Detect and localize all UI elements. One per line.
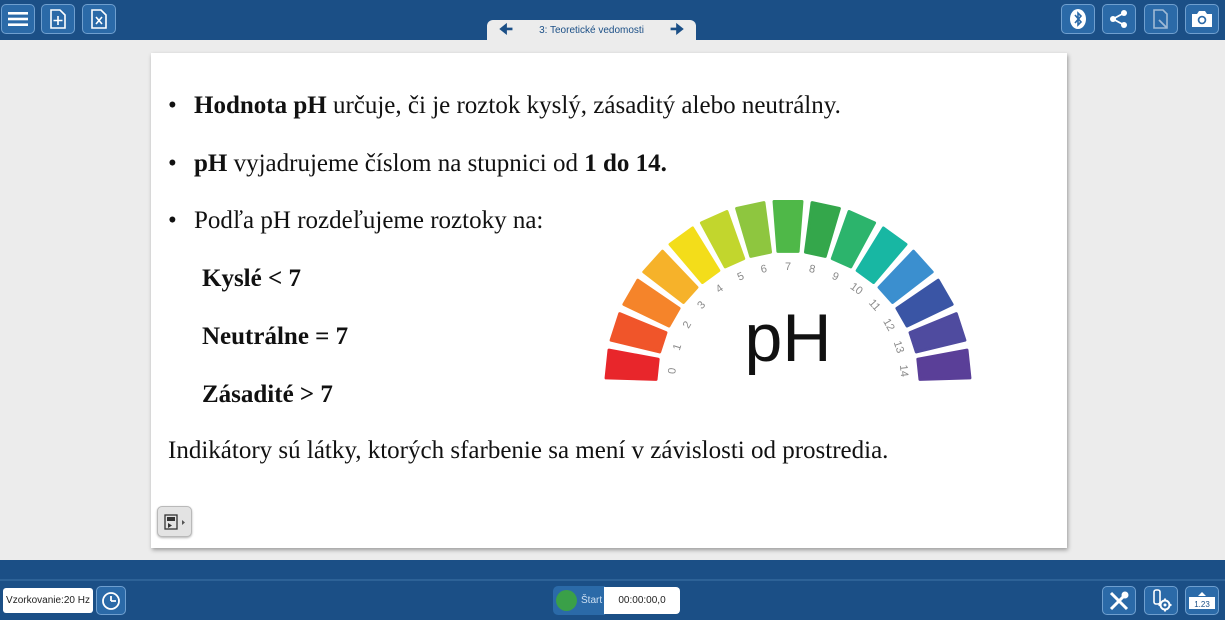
ph-scale-gauge (590, 188, 994, 388)
export-button[interactable] (1144, 4, 1178, 34)
bullet-rest: určuje, či je roztok kyslý, zásaditý alebo neutrálny. (326, 92, 841, 119)
gauge-scale-number: 4 (713, 282, 726, 296)
gauge-scale-number: 8 (807, 262, 817, 276)
bullet-rest: vyjadrujeme číslom na stupnici od (227, 150, 585, 177)
start-button[interactable] (553, 586, 605, 615)
camera-icon (1190, 9, 1214, 29)
arrow-right-icon[interactable]: 🠊 (670, 21, 684, 38)
gauge-segment (918, 350, 970, 379)
gauge-scale-number: 7 (784, 260, 792, 273)
gauge-scale-number: 2 (680, 319, 695, 331)
sampling-rate-field[interactable]: Vzorkovanie:20 Hz (3, 588, 93, 613)
gauge-segment (774, 202, 802, 252)
gauge-scale-number: 14 (896, 364, 911, 378)
category-neutral: Neutrálne = 7 (202, 323, 349, 350)
bullet-text (194, 92, 841, 120)
menu-icon (7, 10, 29, 28)
display-label: 1.23 (1194, 599, 1210, 609)
gauge-scale-number: 0 (666, 367, 679, 375)
record-icon (556, 590, 577, 611)
sensor-settings-button[interactable] (1144, 586, 1178, 615)
delete-page-icon (90, 9, 108, 29)
gauge-segment (737, 203, 771, 257)
sensor-settings-icon (1149, 589, 1173, 613)
gauge-scale-number: 5 (735, 270, 747, 284)
gauge-scale-number: 11 (865, 297, 883, 314)
bullet-bold: pH (194, 150, 228, 177)
ph-gauge-label: pH (744, 300, 832, 376)
category-acidic: Kyslé < 7 (202, 265, 301, 292)
bullet-bold: Hodnota pH (194, 92, 327, 119)
camera-button[interactable] (1185, 4, 1219, 34)
gauge-scale-number: 10 (847, 280, 865, 298)
gauge-scale-number: 1 (670, 342, 685, 352)
bullet-dot: • (168, 92, 177, 119)
display-icon (1188, 591, 1216, 611)
add-page-icon (49, 9, 67, 29)
gauge-segment (606, 350, 658, 379)
timer-display: 00:00:00,0 (604, 587, 680, 614)
media-button[interactable] (157, 506, 192, 537)
slide-content (151, 53, 1067, 548)
gauge-scale-number: 9 (829, 270, 841, 284)
tools-button[interactable] (1102, 586, 1136, 615)
gauge-scale-number: 13 (890, 339, 907, 355)
start-label: Štart (581, 595, 603, 606)
arrow-left-icon[interactable]: 🠈 (499, 21, 513, 38)
bullet-bold-range: 1 do 14. (584, 150, 667, 177)
bluetooth-button[interactable] (1061, 4, 1095, 34)
share-icon (1109, 9, 1129, 29)
bullet-dot: • (168, 207, 177, 234)
top-toolbar (0, 0, 1225, 40)
sampling-mode-button[interactable] (96, 586, 126, 615)
delete-page-button[interactable] (82, 4, 116, 34)
page-navigator (487, 20, 696, 40)
bullet-text (194, 150, 667, 178)
media-icon (162, 513, 188, 531)
bullet-dot: • (168, 150, 177, 177)
share-button[interactable] (1102, 4, 1136, 34)
category-basic: Zásadité > 7 (202, 381, 333, 408)
gauge-segment (805, 203, 839, 257)
clock-icon (101, 591, 121, 611)
display-mode-button[interactable] (1185, 586, 1219, 615)
bullet-text: Podľa pH rozdeľujeme roztoky na: (194, 207, 544, 234)
export-icon (1151, 8, 1171, 30)
menu-button[interactable] (1, 4, 35, 34)
tools-icon (1108, 590, 1130, 612)
gauge-scale-number: 3 (695, 299, 709, 312)
bluetooth-icon (1068, 8, 1088, 30)
divider (0, 579, 1225, 581)
indicator-paragraph: Indikátory sú látky, ktorých sfarbenie sa mení v závislosti od prostredia. (168, 437, 889, 464)
gauge-scale-number: 12 (880, 316, 897, 334)
page-title[interactable]: 3: Teoretické vedomosti (539, 24, 644, 36)
add-page-button[interactable] (41, 4, 75, 34)
gauge-scale-number: 6 (759, 262, 769, 276)
